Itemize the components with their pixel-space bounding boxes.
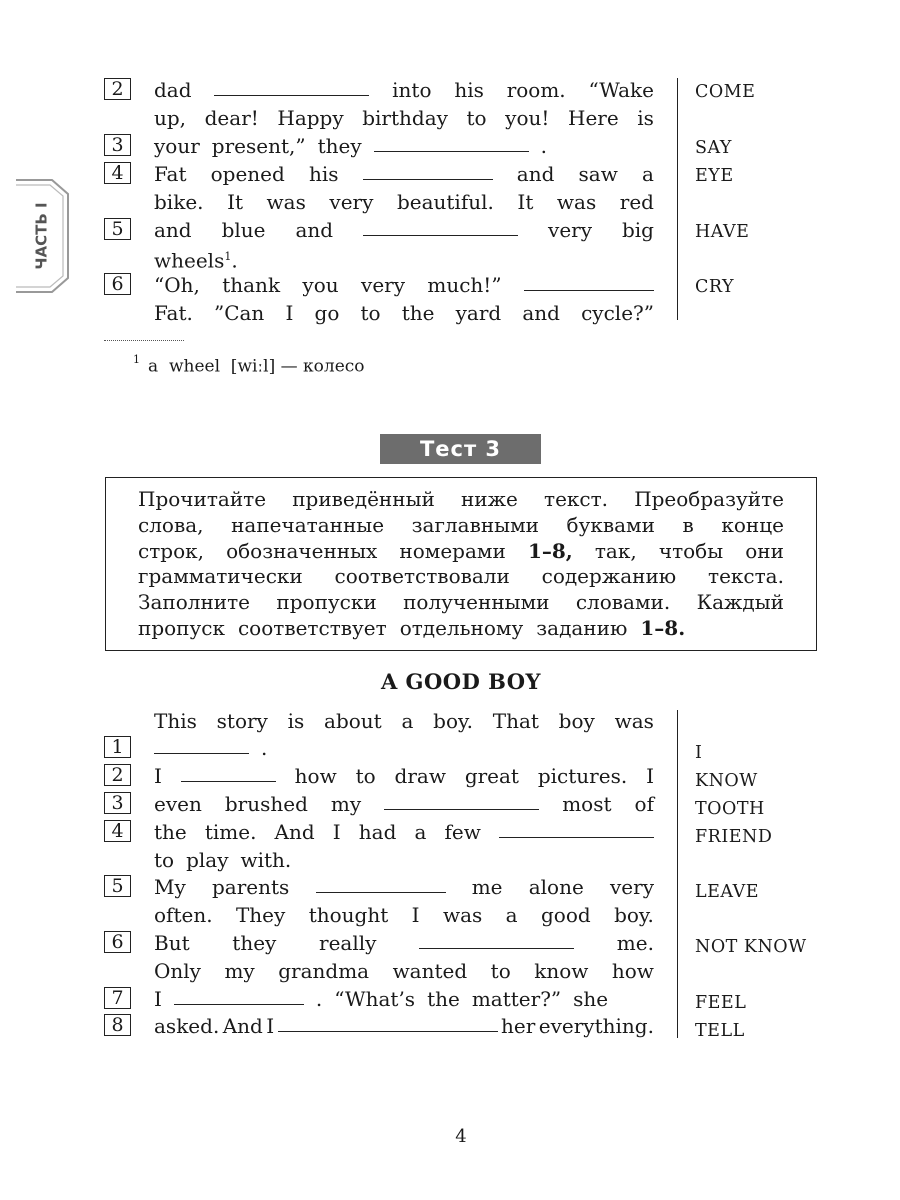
bottom-keyword: KNOW — [695, 771, 758, 791]
word: I — [154, 764, 162, 788]
word: really — [319, 931, 377, 955]
word: asked. — [154, 1014, 220, 1038]
word: even — [154, 792, 202, 816]
word: his — [454, 78, 484, 102]
word: was — [556, 190, 597, 214]
word: This — [154, 709, 197, 733]
task-number: 7 — [104, 987, 131, 1009]
word: the — [427, 987, 460, 1011]
word: to — [490, 959, 511, 983]
word: blue — [221, 218, 266, 242]
word: They — [235, 903, 286, 927]
text-line — [154, 216, 654, 244]
text-line — [154, 873, 654, 901]
word: you! — [505, 106, 550, 130]
task-number: 8 — [104, 1014, 131, 1036]
word: her — [501, 1014, 536, 1038]
word: was — [442, 903, 483, 927]
word: few — [444, 820, 481, 844]
word: she — [573, 987, 609, 1011]
word: how — [294, 764, 337, 788]
word: Only — [154, 959, 201, 983]
word: I — [332, 820, 341, 844]
word: the — [401, 301, 435, 325]
word: to — [154, 848, 175, 872]
top-keyword: CRY — [695, 277, 735, 297]
word: yard — [455, 301, 502, 325]
word: I — [154, 987, 162, 1011]
text-line — [154, 104, 654, 132]
top-keyword: COME — [695, 82, 756, 102]
word: of — [634, 792, 654, 816]
word: birthday — [362, 106, 448, 130]
answer-blank[interactable] — [214, 76, 369, 96]
text-line — [154, 762, 654, 790]
text-line — [154, 901, 654, 929]
word: was — [614, 709, 654, 733]
word: how — [611, 959, 654, 983]
word: to — [466, 106, 487, 130]
task-number: 3 — [104, 134, 131, 156]
task-number: 6 — [104, 273, 131, 295]
footnote-text: a wheel [wiːl] — колесо — [148, 356, 365, 377]
instructions-box — [105, 477, 817, 651]
word: dad — [154, 78, 192, 102]
bottom-keyword: TELL — [695, 1021, 745, 1041]
text-line — [154, 790, 654, 818]
text-line — [154, 846, 654, 874]
word: the — [154, 820, 187, 844]
answer-blank[interactable] — [174, 985, 304, 1005]
word: ”Can — [213, 301, 265, 325]
word: my — [224, 959, 255, 983]
word: . — [261, 736, 268, 760]
word: play — [186, 848, 229, 872]
text-line — [154, 243, 654, 271]
task-number: 5 — [104, 875, 131, 897]
top-keyword: SAY — [695, 138, 732, 158]
instruction-line: Прочитайте приведённый ниже текст. Преобразуйте — [138, 487, 784, 511]
word: parents — [211, 875, 290, 899]
word: very — [361, 273, 406, 297]
text-line — [154, 1012, 654, 1040]
word: boy. — [433, 709, 473, 733]
word: thought — [308, 903, 389, 927]
word: into — [392, 78, 432, 102]
top-keyword: HAVE — [695, 222, 750, 242]
word: That — [492, 709, 539, 733]
word: know — [534, 959, 589, 983]
instruction-line: Заполните пропуски полученными словами. Каждый — [138, 590, 784, 615]
word: they — [317, 134, 362, 158]
keyword-divider-bottom — [677, 710, 678, 1038]
task-number: 3 — [104, 792, 131, 814]
word: and — [154, 218, 192, 242]
word: matter?” — [471, 987, 562, 1011]
word: opened — [210, 162, 285, 186]
answer-blank[interactable] — [384, 790, 539, 810]
word: go — [314, 301, 340, 325]
word: my — [330, 792, 362, 816]
answer-blank[interactable] — [316, 873, 446, 893]
bottom-keyword: NOT KNOW — [695, 937, 807, 957]
word: . — [315, 987, 323, 1011]
text-line — [154, 132, 654, 160]
word: . — [540, 134, 548, 158]
answer-blank[interactable] — [278, 1012, 498, 1032]
word: story — [216, 709, 268, 733]
word: most — [562, 792, 612, 816]
word: And — [274, 820, 315, 844]
word: about — [324, 709, 382, 733]
word: much!” — [427, 273, 502, 297]
test-title: Тест 3 — [380, 434, 541, 464]
text-line — [154, 818, 654, 846]
word: grandma — [278, 959, 370, 983]
word: they — [232, 931, 277, 955]
word: a — [642, 162, 654, 186]
footnote-rule — [104, 340, 184, 341]
word: very — [329, 190, 374, 214]
word: I — [411, 903, 420, 927]
word: I — [266, 1014, 275, 1038]
instruction-line: строк, обозначенных номерами 1–8, так, чтобы они — [138, 538, 784, 563]
word: very — [610, 875, 654, 899]
word: “Oh, — [154, 273, 200, 297]
word: pictures. — [537, 764, 628, 788]
bottom-keyword: FEEL — [695, 993, 747, 1013]
bottom-keyword: LEAVE — [695, 882, 760, 902]
word: Fat — [154, 162, 187, 186]
word: good — [540, 903, 591, 927]
word: Happy — [277, 106, 344, 130]
page-number: 4 — [455, 1126, 467, 1147]
story-title: A GOOD BOY — [380, 669, 542, 694]
word: to — [360, 301, 381, 325]
word: a — [401, 709, 414, 733]
word: had — [358, 820, 397, 844]
word: time. — [204, 820, 257, 844]
bottom-keyword: I — [695, 743, 703, 763]
instruction-line: пропуск соответствует отдельному заданию 1–8. — [138, 615, 686, 640]
word: present,” — [211, 134, 306, 158]
text-line — [154, 957, 654, 985]
task-number: 6 — [104, 931, 131, 953]
word: to — [355, 764, 376, 788]
task-number: 2 — [104, 78, 131, 100]
word: is — [637, 106, 654, 130]
answer-blank[interactable] — [363, 216, 518, 236]
word: with. — [240, 848, 292, 872]
word: bike. — [154, 190, 204, 214]
word: wanted — [392, 959, 468, 983]
word: Fat. — [154, 301, 193, 325]
word: brushed — [224, 792, 308, 816]
text-line — [154, 188, 654, 216]
word: a — [414, 820, 427, 844]
text-line — [154, 929, 654, 957]
word: It — [517, 190, 534, 214]
word: dear! — [204, 106, 259, 130]
word: Here — [568, 106, 619, 130]
word: was — [266, 190, 306, 214]
word: me. — [616, 931, 654, 955]
word: “Wake — [588, 78, 654, 102]
word: your — [154, 134, 200, 158]
word: cycle?” — [581, 301, 654, 325]
task-number: 4 — [104, 820, 131, 842]
word: and — [522, 301, 560, 325]
bottom-keyword: TOOTH — [695, 799, 765, 819]
bottom-keyword: FRIEND — [695, 827, 773, 847]
word: you — [302, 273, 339, 297]
answer-blank[interactable] — [524, 271, 654, 291]
word: “What’s — [334, 987, 416, 1011]
instruction-line: слова, напечатанные заглавными буквами в конце — [138, 512, 784, 537]
word: wheels$^1$. — [154, 248, 238, 273]
task-number: 4 — [104, 162, 131, 184]
text-line — [154, 707, 654, 735]
instruction-line: грамматически соответствовали содержанию текста. — [138, 564, 784, 589]
word: room. — [506, 78, 566, 102]
word: up, — [154, 106, 187, 130]
word: beautiful. — [396, 190, 494, 214]
word: boy — [558, 709, 595, 733]
word: I — [285, 301, 294, 325]
task-number: 1 — [104, 736, 131, 758]
text-line — [154, 76, 654, 104]
task-number: 5 — [104, 218, 131, 240]
text-line — [154, 271, 654, 299]
word: very — [548, 218, 593, 242]
answer-blank[interactable] — [363, 160, 493, 180]
word: great — [464, 764, 519, 788]
word: draw — [394, 764, 446, 788]
answer-blank[interactable] — [374, 132, 529, 152]
word: My — [154, 875, 186, 899]
word: It — [227, 190, 243, 214]
word: and — [295, 218, 334, 242]
word: boy. — [614, 903, 654, 927]
word: alone — [528, 875, 584, 899]
text-line — [154, 299, 654, 327]
text-line — [154, 734, 654, 762]
footnote-marker: 1 — [133, 353, 140, 366]
text-line — [154, 985, 654, 1013]
word: me — [471, 875, 503, 899]
word: everything. — [538, 1014, 654, 1038]
word: But — [154, 931, 190, 955]
side-tab — [14, 178, 70, 294]
word: often. — [154, 903, 213, 927]
task-number: 2 — [104, 764, 131, 786]
top-keyword: EYE — [695, 166, 734, 186]
footnote — [133, 351, 365, 378]
word: his — [308, 162, 339, 186]
word: and — [516, 162, 555, 186]
word: a — [505, 903, 518, 927]
word: red — [619, 190, 654, 214]
word: And — [222, 1014, 263, 1038]
word: is — [287, 709, 305, 733]
answer-blank[interactable] — [181, 762, 276, 782]
answer-blank[interactable] — [154, 734, 249, 754]
text-line — [154, 160, 654, 188]
word: saw — [578, 162, 618, 186]
word: thank — [222, 273, 281, 297]
answer-blank[interactable] — [499, 818, 654, 838]
answer-blank[interactable] — [419, 929, 574, 949]
side-tab-label: ЧАСТЬ I — [33, 202, 51, 270]
word: I — [646, 764, 654, 788]
word: big — [621, 218, 654, 242]
keyword-divider-top — [677, 78, 678, 320]
